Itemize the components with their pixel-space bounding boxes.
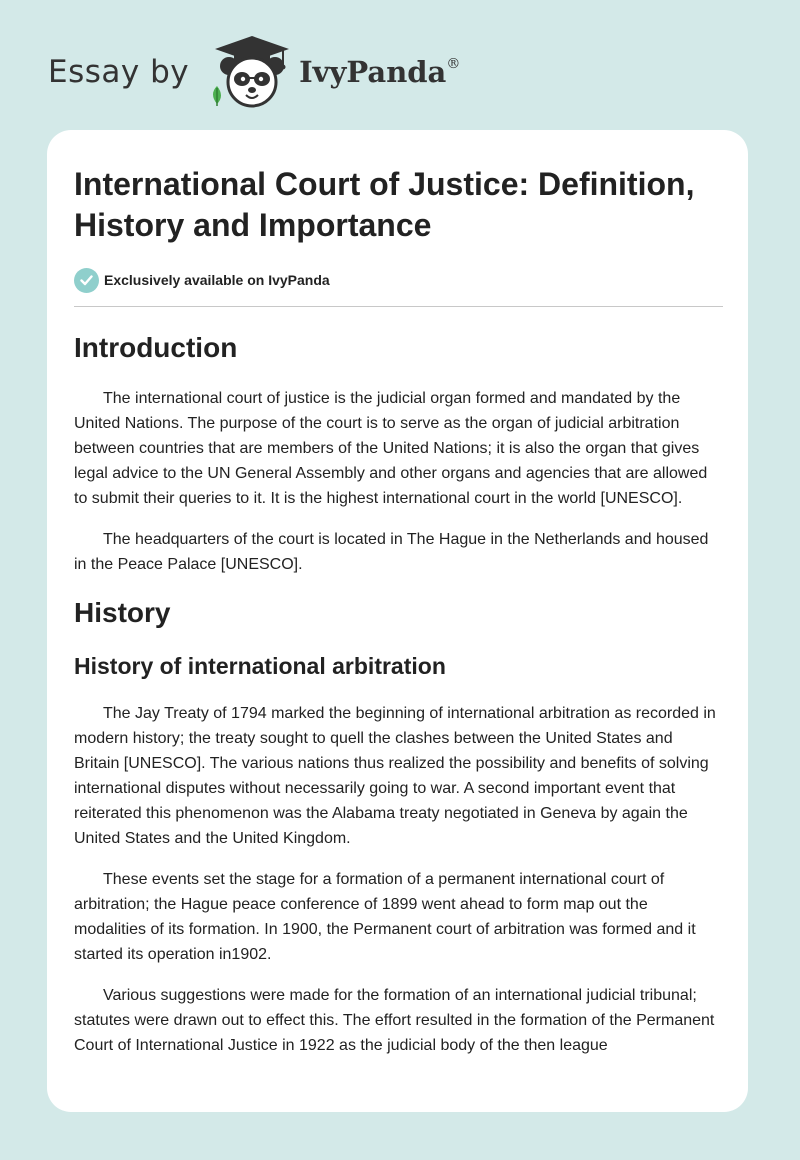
subsection-heading-arbitration: History of international arbitration: [74, 653, 446, 679]
checkmark-icon: [74, 268, 99, 293]
divider: [74, 306, 723, 307]
registered-mark: ®: [446, 56, 461, 72]
badge-label: Exclusively available on IvyPanda: [104, 272, 330, 288]
essay-by-label: Essay by: [48, 54, 190, 90]
brand-name[interactable]: IvyPanda®: [299, 55, 461, 89]
page-title: International Court of Justice: Definition, History and Importance: [74, 166, 695, 243]
paragraph: The Jay Treaty of 1794 marked the beginning of international arbitration as recorded in modern history; the treaty sought to quell the clashes between the United States and Britain [UNESCO]. The various nations thus realized the possibility and benefits of solving international disputes without necessarily going to war. A second important event that reiterated this phenomenon was the Alabama treaty negotiated in Geneva by again the United States and the United Kingdom.: [74, 705, 716, 847]
section-heading-introduction: Introduction: [74, 332, 238, 363]
paragraph: These events set the stage for a formation of a permanent international court of arbitration; the Hague peace conference of 1899 went ahead to form map out the modalities of its formation. In 1900, the Permanent court of arbitration was formed and it started its operation in1902.: [74, 871, 696, 963]
article-card: [47, 130, 748, 1112]
paragraph: The headquarters of the court is located in The Hague in the Netherlands and housed in the Peace Palace [UNESCO].: [74, 531, 709, 573]
paragraph: Various suggestions were made for the formation of an international judicial tribunal; statutes were drawn out to effect this. The effort resulted in the formation of the Permanent Court of International Justice in 1922 as the judicial body of the then league: [74, 987, 715, 1054]
exclusive-badge: [74, 266, 722, 294]
paragraph: The international court of justice is the judicial organ formed and mandated by the United Nations. The purpose of the court is to serve as the organ of judicial arbitration between countries that are members of the United Nations; it is also the organ that gives legal advice to the UN General Assembly and other organs and agencies that are allowed to submit their queries to it. It is the highest international court in the world [UNESCO].: [74, 390, 708, 507]
ivypanda-logo-icon[interactable]: [207, 34, 297, 110]
site-header: [48, 34, 508, 110]
section-heading-history: History: [74, 597, 171, 628]
